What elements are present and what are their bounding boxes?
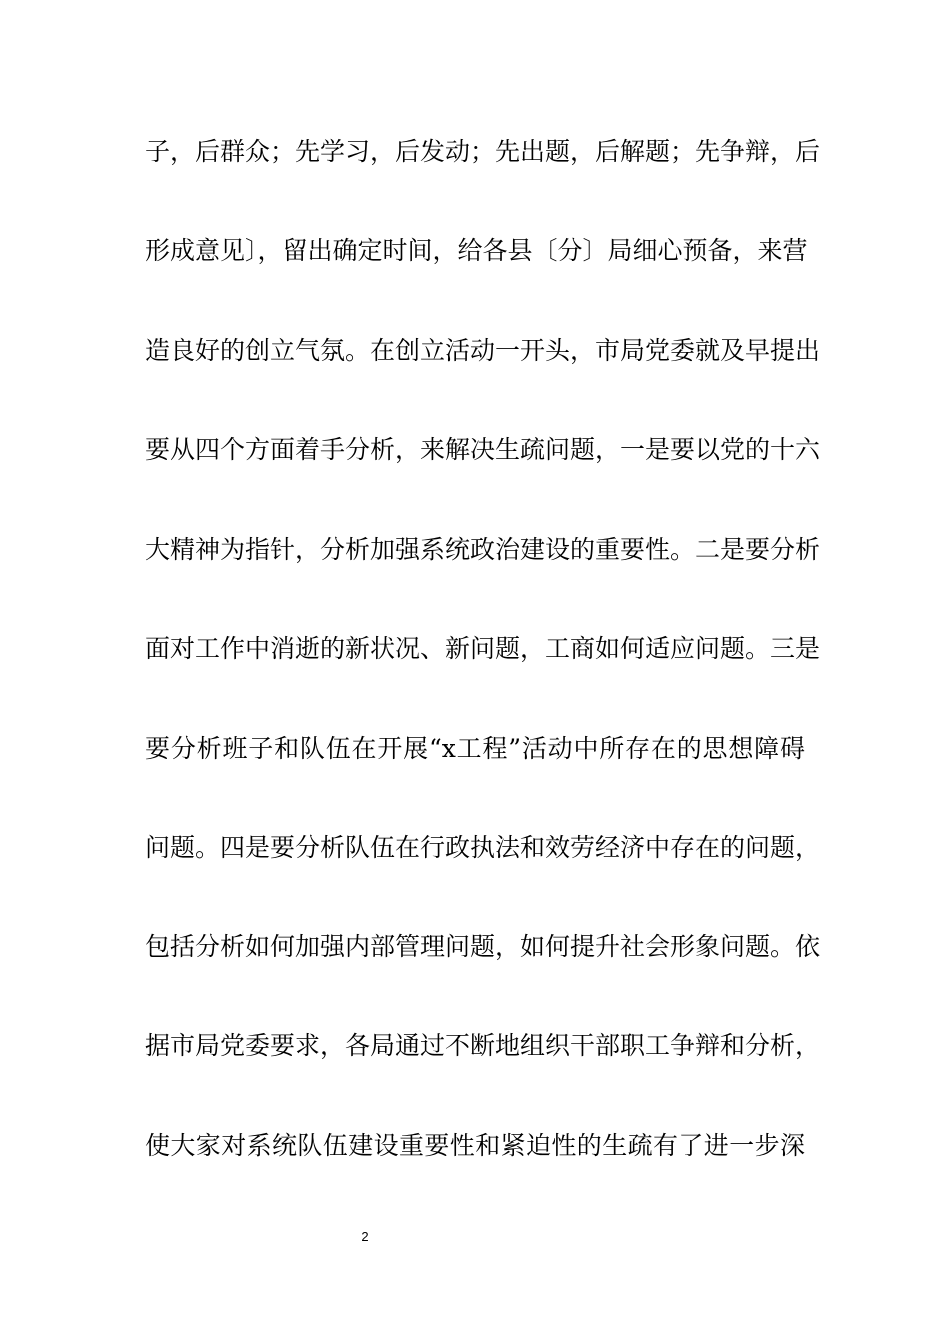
body-text-line: 形成意见〕，留出确定时间，给各县〔分〕局细心预备，来营 [145,236,808,265]
body-text-line: 造良好的创立气氛。在创立活动一开头，市局党委就及早提出 [145,336,821,365]
body-text-line: 据市局党委要求，各局通过不断地组织干部职工争辩和分析， [145,1031,821,1060]
body-text-line: 要从四个方面着手分析，来解决生疏问题，一是要以党的十六 [145,435,821,464]
body-text-line: 包括分析如何加强内部管理问题，如何提升社会形象问题。依 [145,932,821,961]
body-text-line: 要分析班子和队伍在开展“x工程”活动中所存在的思想障碍 [145,734,805,763]
page-number: 2 [361,1229,369,1244]
body-text-line: 大精神为指针，分析加强系统政治建设的重要性。二是要分析 [145,535,821,564]
body-text-line: 问题。四是要分析队伍在行政执法和效劳经济中存在的问题， [145,833,821,862]
body-text-line: 面对工作中消逝的新状况、新问题，工商如何适应问题。三是 [145,634,821,663]
body-text-line: 子，后群众；先学习，后发动；先出题，后解题；先争辩，后 [145,137,821,166]
body-text-line: 使大家对系统队伍建设重要性和紧迫性的生疏有了进一步深 [145,1131,805,1160]
